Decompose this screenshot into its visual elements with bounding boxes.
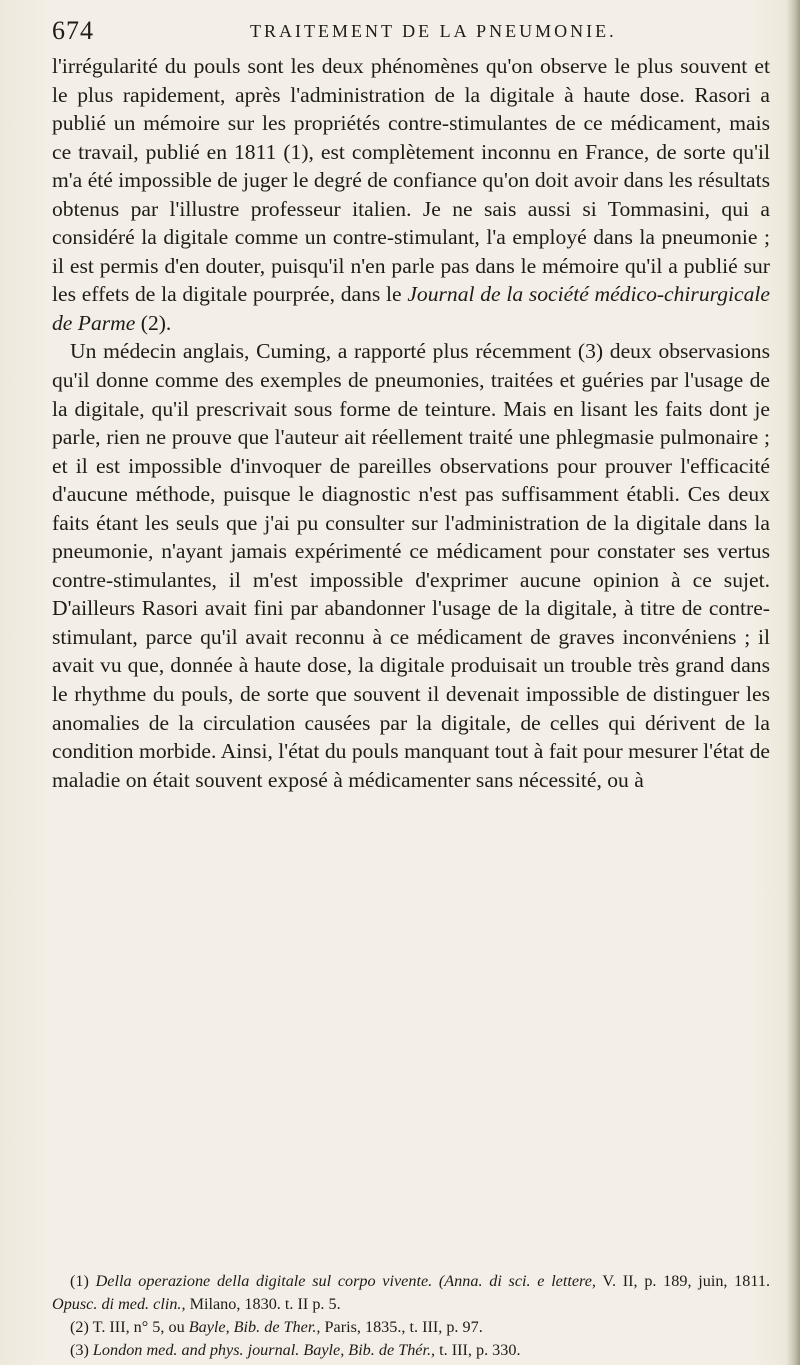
- paragraph-1: [52, 52, 770, 337]
- page-edge-shadow: [786, 0, 800, 1365]
- page-number: 674: [52, 16, 94, 45]
- footnote-text: t. III, p. 330.: [435, 1341, 521, 1359]
- footnote-citation: Bayle, Bib. de Ther.,: [188, 1318, 321, 1336]
- footnote-text: Milano, 1830. t. II p. 5.: [185, 1295, 341, 1313]
- footnote-text: (3): [70, 1341, 93, 1359]
- footnote-text: (1): [70, 1272, 96, 1290]
- running-title: TRAITEMENT DE LA PNEUMONIE.: [250, 21, 617, 41]
- page-header: [52, 14, 762, 44]
- footnote-text: Paris, 1835., t. III, p. 97.: [320, 1318, 483, 1336]
- footnote-1: [52, 1270, 770, 1316]
- paragraph-2: [52, 337, 770, 794]
- journal-title: Journal de la société médico-chirurgicale de Parme: [52, 282, 770, 335]
- text-run: l'irrégularité du pouls sont les deux phénomènes qu'on observe le plus souvent et le plus rapidement, après l'administration de la digitale à haute dose. Rasori a publié un mémoire sur les propriétés contre-stimulantes de ce médicament, mais ce travail, publié en 1811 (1), est complètement inconnu en France, de sorte qu'il m'a été impossible de juger le degré de confiance qu'on doit avoir dans les résultats obtenus par l'illustre professeur italien. Je ne sais aussi si Tommasini, qui a considéré la digitale comme un contre-stimulant, l'a employé dans la pneumonie ; il est permis d'en douter, puisqu'il n'en parle pas dans le mémoire qu'il a publié sur les effets de la digitale pourprée, dans le: [52, 54, 770, 307]
- footnotes: [52, 1270, 770, 1362]
- body-text: [52, 52, 770, 794]
- footnote-3: [52, 1339, 770, 1362]
- footnote-citation: Opusc. di med. clin.,: [52, 1295, 186, 1313]
- text-run: Un médecin anglais, Cuming, a rapporté plus récemment (3) deux observasions qu'il donne comme des exemples de pneumonies, traitées et guéries par l'usage de la digitale, qu'il prescrivait sous forme de teinture. Mais en lisant les faits dont je parle, rien ne prouve que l'auteur ait réellement traité une phlegmasie pulmonaire ; et il est impossible d'invoquer de pareilles observations pour prouver l'efficacité d'aucune méthode, puisque le diagnostic n'est pas suffisamment établi. Ces deux faits étant les seuls que j'ai pu consulter sur l'administration de la digitale dans la pneumonie, n'ayant jamais expérimenté ce médicament pour constater ses vertus contre-stimulantes, il m'est impossible d'exprimer aucune opinion à ce sujet. D'ailleurs Rasori avait fini par abandonner l'usage de la digitale, à titre de contre-stimulant, parce qu'il avait reconnu à ce médicament de graves inconvéniens ; il avait vu que, donnée à haute dose, la digitale produisait un trouble très grand dans le rhythme du pouls, de sorte que souvent il devenait impossible de distinguer les anomalies de la circulation causées par la digitale, de celles qui dérivent de la condition morbide. Ainsi, l'état du pouls manquant tout à fait pour mesurer l'état de maladie on était souvent exposé à médicamenter sans nécessité, ou à: [52, 339, 770, 792]
- footnote-2: [52, 1316, 770, 1339]
- footnote-citation: Della operazione della digitale sul corpo vivente. (Anna. di sci. e lettere,: [95, 1272, 596, 1290]
- footnote-text: (2) T. III, n° 5, ou: [70, 1318, 189, 1336]
- footnote-citation: London med. and phys. journal. Bayle, Bib. de Thér.,: [92, 1341, 436, 1359]
- text-run: (2).: [135, 310, 172, 335]
- footnote-text: V. II, p. 189, juin, 1811.: [595, 1272, 771, 1290]
